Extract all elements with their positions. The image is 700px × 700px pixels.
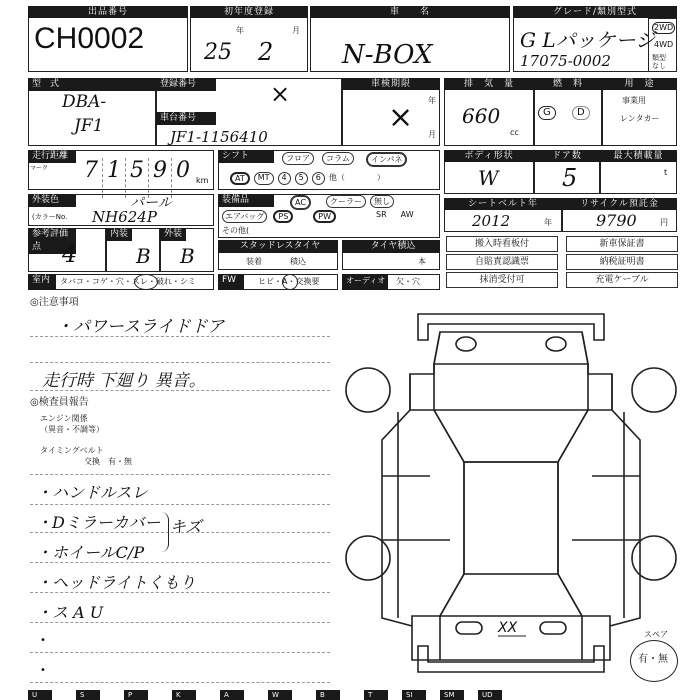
- fuel-d: D: [572, 106, 590, 120]
- windshield: [434, 410, 588, 462]
- reg-value: ×: [270, 80, 291, 108]
- inspect-value: ×: [388, 100, 414, 135]
- color-code-label: (カラーNo.: [32, 213, 68, 221]
- inspect-year: 年: [428, 96, 436, 105]
- shift-4: 4: [278, 172, 291, 185]
- spare-label: スペア: [644, 630, 668, 639]
- load-unit: t: [664, 168, 668, 177]
- bullet: •: [40, 635, 46, 646]
- doc-charge-cable: 充電ケーブル: [566, 272, 678, 288]
- color-label: 外装色: [28, 194, 76, 207]
- displacement-value: 660: [462, 104, 501, 128]
- studless-label: スタッドレスタイヤ: [218, 240, 338, 253]
- tire-rear-right: [632, 536, 676, 580]
- body-label: ボディ形状: [444, 150, 534, 162]
- diagram-marks: XX: [498, 620, 518, 636]
- fw-a-circle: [282, 274, 298, 290]
- fw-label: FW: [218, 274, 244, 290]
- shift-opts2: [230, 172, 385, 185]
- cc-unit: cc: [510, 128, 519, 137]
- shift-opt-floor: フロア: [282, 152, 314, 165]
- model-label: 型 式: [28, 78, 156, 91]
- equip-ps: PS: [273, 210, 293, 223]
- doors-value: 5: [562, 164, 578, 192]
- displacement-label: 排 気 量: [444, 78, 534, 90]
- shift-mt: MT: [254, 172, 274, 185]
- rule: [30, 474, 330, 475]
- doc-warranty: 新車保証書: [566, 236, 678, 252]
- report-line-1: ・ハンドルスレ: [36, 483, 148, 502]
- recycle-unit: 円: [660, 218, 668, 227]
- audio-label: オーディオ: [342, 274, 388, 290]
- fuel-label: 燃 料: [534, 78, 602, 90]
- recycle-value: 9790: [596, 211, 637, 230]
- interior-cond-opts: タバコ・コゲ・穴・スレ・破れ・シミ: [60, 277, 196, 286]
- mileage-digit: 9: [149, 158, 172, 198]
- grade-value: G Lパッケージ: [520, 28, 656, 52]
- grade-label: グレード/類別型式: [513, 6, 677, 18]
- timing-sub: 交換 有・無: [84, 457, 132, 466]
- rule: [30, 652, 330, 653]
- doc-insurance: 自賠責認識票: [446, 254, 558, 270]
- report-side: キズ: [170, 517, 202, 536]
- right-doors: [558, 410, 612, 626]
- drive-2wd: 2WD: [654, 23, 674, 32]
- footer-label: P: [124, 690, 148, 700]
- tire-front-right: [632, 368, 676, 412]
- report-line-4: ・ヘッドライトくもり: [36, 573, 196, 592]
- model-value-1: DBA-: [62, 92, 107, 112]
- exterior-label: 外装: [160, 228, 186, 241]
- equip-pw: PW: [313, 210, 336, 223]
- mileage-digit: 0: [176, 158, 190, 183]
- footer-label: B: [316, 690, 340, 700]
- engine-label: エンジン関係: [40, 414, 88, 423]
- footer-label: SM: [440, 690, 464, 700]
- timing-label: タイミングベルト: [40, 446, 104, 455]
- shift-other: 他（: [328, 173, 345, 182]
- mileage-label: 走行距離: [28, 150, 76, 163]
- footer-label: U: [28, 690, 52, 700]
- car-name-value: N-BOX: [342, 40, 433, 70]
- bullet: •: [40, 665, 46, 676]
- chassis-label: 車台番号: [156, 112, 216, 125]
- shift-5: 5: [295, 172, 308, 185]
- front-bumper: [418, 314, 604, 340]
- report-line-3: ・ホイールC/P: [36, 543, 145, 562]
- scratch-circle: [134, 274, 158, 290]
- rear-left-lamp: [456, 622, 482, 634]
- year-unit: 年: [236, 26, 244, 35]
- tire-label: タイヤ積込: [342, 240, 440, 253]
- spare-value: 有・無: [638, 654, 668, 665]
- car-name-label: 車 名: [310, 6, 510, 18]
- tire-front-left: [346, 368, 390, 412]
- footer-label: S: [76, 690, 100, 700]
- commercial-label: 事業用: [622, 96, 646, 105]
- fw-opts: ヒビ・A・交換要: [258, 277, 320, 286]
- seatbelt-label: シートベルト年: [444, 198, 562, 210]
- footer-label: UD: [478, 690, 502, 700]
- score-label: 参考評価点: [28, 228, 76, 254]
- equip-ac: AC: [290, 195, 311, 210]
- mileage-digits: [80, 150, 194, 190]
- front-right-lamp: [546, 337, 566, 351]
- shift-at: AT: [230, 172, 250, 185]
- mileage-digit: 7: [80, 158, 103, 198]
- report-brace: [160, 512, 169, 552]
- model-value-2: JF1: [74, 116, 104, 136]
- shift-opt-inpane: インパネ: [366, 152, 407, 167]
- inspect-label: 車検期限: [342, 78, 440, 90]
- drive-4wd: 4WD: [654, 40, 674, 49]
- body-outline: [382, 332, 640, 660]
- seatbelt-unit: 年: [544, 218, 552, 227]
- caution-line-2: 走行時 下廻り 異音。: [42, 371, 206, 391]
- equip-sr: SR: [376, 210, 387, 219]
- rear-bumper: [418, 646, 604, 672]
- interior-label: 内装: [106, 228, 132, 241]
- rear-right-lamp: [540, 622, 566, 634]
- interior-cond-label: 室内: [28, 274, 56, 290]
- caution-line-1: ・パワースライドドア: [56, 317, 225, 337]
- km-unit: km: [196, 176, 209, 185]
- inspect-month: 月: [428, 130, 436, 139]
- doc-tax: 納税証明書: [566, 254, 678, 270]
- color-value: パール: [130, 195, 172, 211]
- body-value: W: [478, 166, 499, 190]
- footer-label: T: [364, 690, 388, 700]
- equip-other: その他(: [222, 226, 250, 235]
- lot-label: 出品番号: [28, 6, 188, 18]
- audio-opts: 欠・穴: [396, 277, 420, 286]
- front-left-lamp: [456, 337, 476, 351]
- rule: [30, 504, 330, 505]
- tire-rear-left: [346, 536, 390, 580]
- report-line-2: ・Dミラーカバー: [36, 513, 161, 532]
- report-line-5: ・ス A U: [36, 603, 104, 622]
- chassis-value: JF1-1156410: [170, 128, 268, 146]
- shift-other-close: ）: [376, 173, 385, 182]
- type-value: 17075-0002: [520, 52, 611, 70]
- shift-label: シフト: [218, 150, 274, 163]
- studless-load: 積込: [290, 257, 306, 266]
- roof: [464, 462, 558, 574]
- rule: [30, 362, 330, 363]
- month-unit: 月: [292, 26, 300, 35]
- equip-aw: AW: [400, 210, 414, 219]
- reg-label: 登録番号: [156, 78, 216, 91]
- shift-opt-column: コラム: [322, 152, 354, 165]
- footer-label: W: [268, 690, 292, 700]
- equip-opts2: [222, 210, 414, 223]
- equip-cooler: クーラー: [326, 195, 366, 208]
- shift-6: 6: [312, 172, 325, 185]
- footer-label: K: [172, 690, 196, 700]
- engine-sub: （異音・不調等）: [40, 425, 104, 434]
- equip-label: 装備品: [218, 194, 274, 207]
- rule: [30, 682, 330, 683]
- exterior-value: B: [180, 244, 195, 268]
- footer-label: A: [220, 690, 244, 700]
- car-diagram: [340, 300, 680, 686]
- month-value: 2: [258, 38, 274, 66]
- mileage-digit: 1: [103, 158, 126, 198]
- recycle-label: リサイクル預託金: [562, 198, 677, 210]
- year-label: 初年度登録: [190, 6, 308, 18]
- tire-unit: 本: [418, 257, 426, 266]
- equip-airbag: エアバッグ: [222, 210, 267, 223]
- fuel-g: G: [538, 106, 556, 120]
- studless-mount: 装着: [246, 257, 262, 266]
- color-code: NH624P: [92, 208, 157, 226]
- type-none: 類型なし: [652, 54, 666, 70]
- year-value: 25: [204, 40, 232, 65]
- left-doors: [410, 410, 464, 626]
- doors-label: ドア数: [534, 150, 600, 162]
- interior-value: B: [136, 244, 151, 268]
- use-label: 用 途: [602, 78, 677, 90]
- doc-cancel: 抹消受付可: [446, 272, 558, 288]
- equip-none: 無し: [370, 195, 394, 208]
- rental-label: レンタカー: [620, 114, 660, 123]
- seatbelt-value: 2012: [472, 212, 511, 230]
- report-label: ◎検査員報告: [30, 397, 89, 408]
- mileage-digit: 5: [126, 158, 149, 198]
- caution-label: ◎注意事項: [30, 297, 79, 308]
- footer-bar: [28, 690, 678, 700]
- footer-label: SI: [402, 690, 426, 700]
- doc-signboard: 搬入時看板付: [446, 236, 558, 252]
- score-value: 4: [62, 240, 78, 268]
- mileage-mark: マーク: [30, 165, 49, 172]
- lot-number: CH0002: [34, 22, 145, 55]
- load-label: 最大積載量: [600, 150, 677, 162]
